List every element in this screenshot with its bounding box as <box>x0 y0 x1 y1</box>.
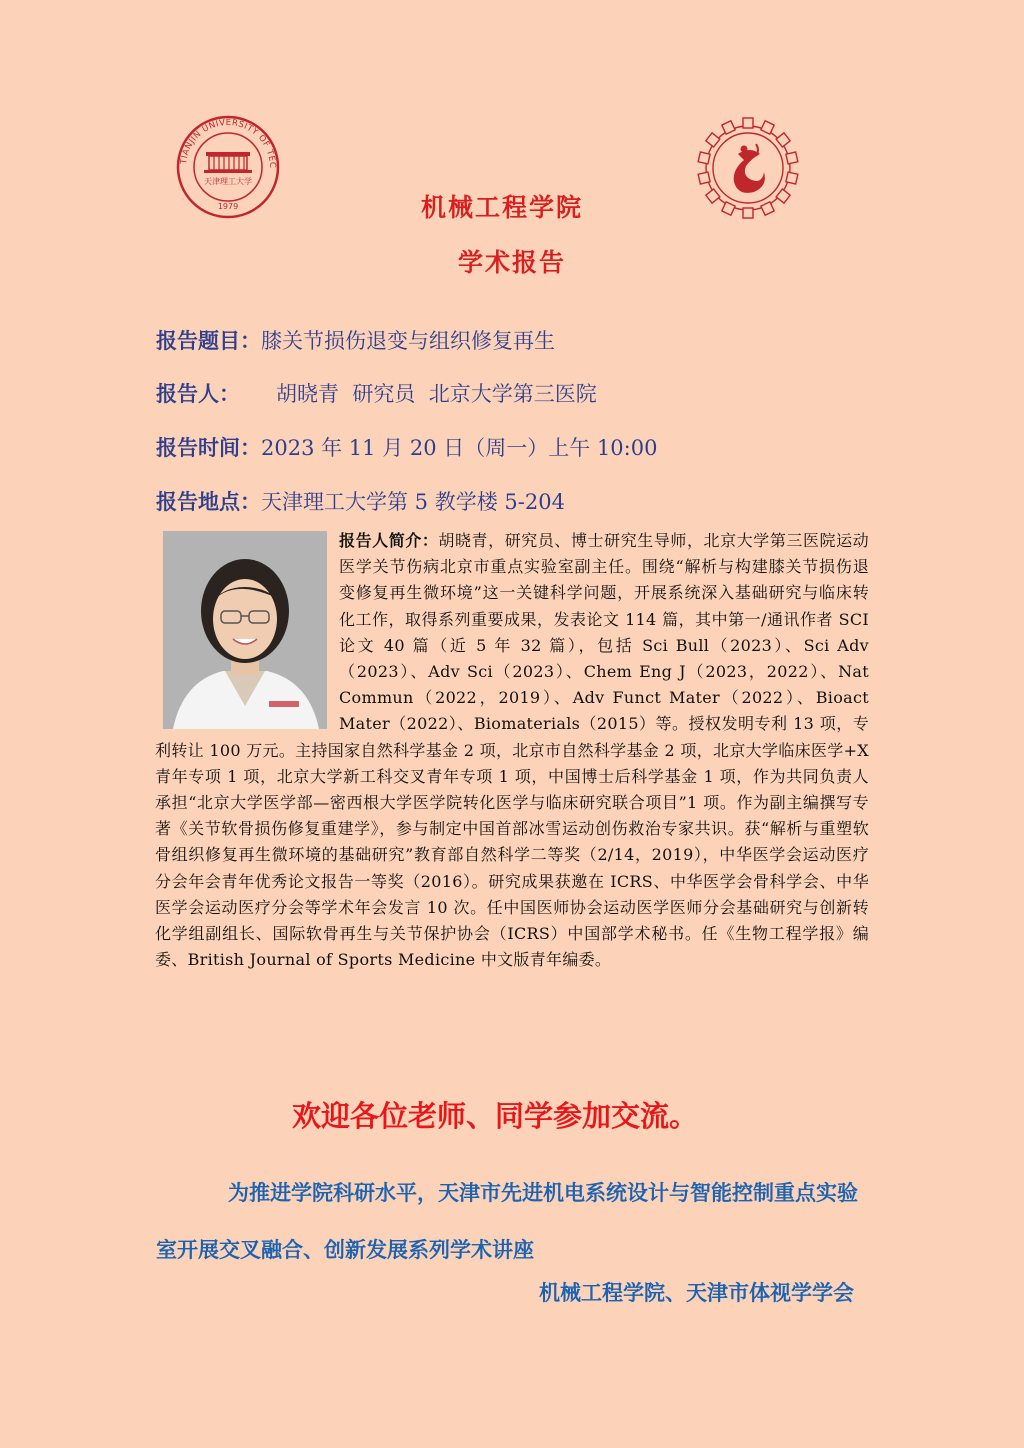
location-row <box>156 486 565 516</box>
seal-inner-text: 天津理工大学 <box>204 177 252 186</box>
bio-label: 报告人简介： <box>339 531 439 550</box>
topic-row <box>156 325 555 355</box>
location-label: 报告地点： <box>156 490 261 514</box>
speaker-value: 胡晓青 研究员 北京大学第三医院 <box>276 382 597 406</box>
speaker-label: 报告人： <box>156 382 240 406</box>
event-type-title: 学术报告 <box>457 248 566 277</box>
location-value: 天津理工大学第 5 教学楼 5-204 <box>261 490 565 514</box>
speaker-bio <box>155 528 869 973</box>
organizer-text: 机械工程学院、天津市体视学学会 <box>539 1281 854 1305</box>
department-title: 机械工程学院 <box>420 193 583 222</box>
seal-ring-text: TIANJIN UNIVERSITY OF TEC <box>179 117 278 169</box>
time-value: 2023 年 11 月 20 日（周一）上午 10:00 <box>261 436 658 460</box>
topic-label: 报告题目： <box>156 329 261 353</box>
topic-value: 膝关节损伤退变与组织修复再生 <box>261 329 555 353</box>
bio-text: 胡晓青，研究员、博士研究生导师，北京大学第三医院运动医学关节伤病北京市重点实验室副主任。围绕“解析与构建膝关节损伤退变修复再生微环境”这一关键科学问题，开展系统深入基础研究与临床转化工作，取得系列重要成果，发表论文 114 篇，其中第一/通讯作者 SCI 论文 40 篇（近 5 年 32 篇），包括 Sci Bull（2023）、Sci Adv（2023）、Adv Sci（2023）、Chem Eng J（2023，2022）、Nat Commun（2022，2019）、Adv Funct Mater（2022）、Bioact Mater（2022）、Biomaterials（2015）等。授权发明专利 13 项，专利转让 100 万元。主持国家自然科学基金 2 项，北京市自然科学基金 2 项，北京大学临床医学+X 青年专项 1 项，北京大学新工科交叉青年专项 1 项，中国博士后科学基金 1 项，作为共同负责人承担“北京大学医学部—密西根大学医学院转化医学与临床研究联合项目”1 项。作为副主编撰写专著《关节软骨损伤修复重建学》，参与制定中国首部冰雪运动创伤救治专家共识。获“解析与重塑软骨组织修复再生微环境的基础研究”教育部自然科学二等奖（2/14，2019），中华医学会运动医疗分会年会青年优秀论文报告一等奖（2016）。研究成果获邀在 ICRS、中华医学会骨科学会、中华医学会运动医疗分会等学术年会发言 10 次。任中国医师协会运动医学医师分会基础研究与创新转化学组副组长、国际软骨再生与关节保护协会（ICRS）中国部学术秘书。任《生物工程学报》编委、British Journal of Sports Medicine 中文版青年编委。 <box>155 531 869 970</box>
time-row <box>156 432 657 462</box>
speaker-row <box>156 378 597 408</box>
time-label: 报告时间： <box>156 436 261 460</box>
lecture-series-text: 为推进学院科研水平，天津市先进机电系统设计与智能控制重点实验室开展交叉融合、创新发展系列学术讲座 <box>156 1181 858 1262</box>
seal-year-text: 1979 <box>217 202 239 211</box>
welcome-message: 欢迎各位老师、同学参加交流。 <box>291 1099 698 1133</box>
